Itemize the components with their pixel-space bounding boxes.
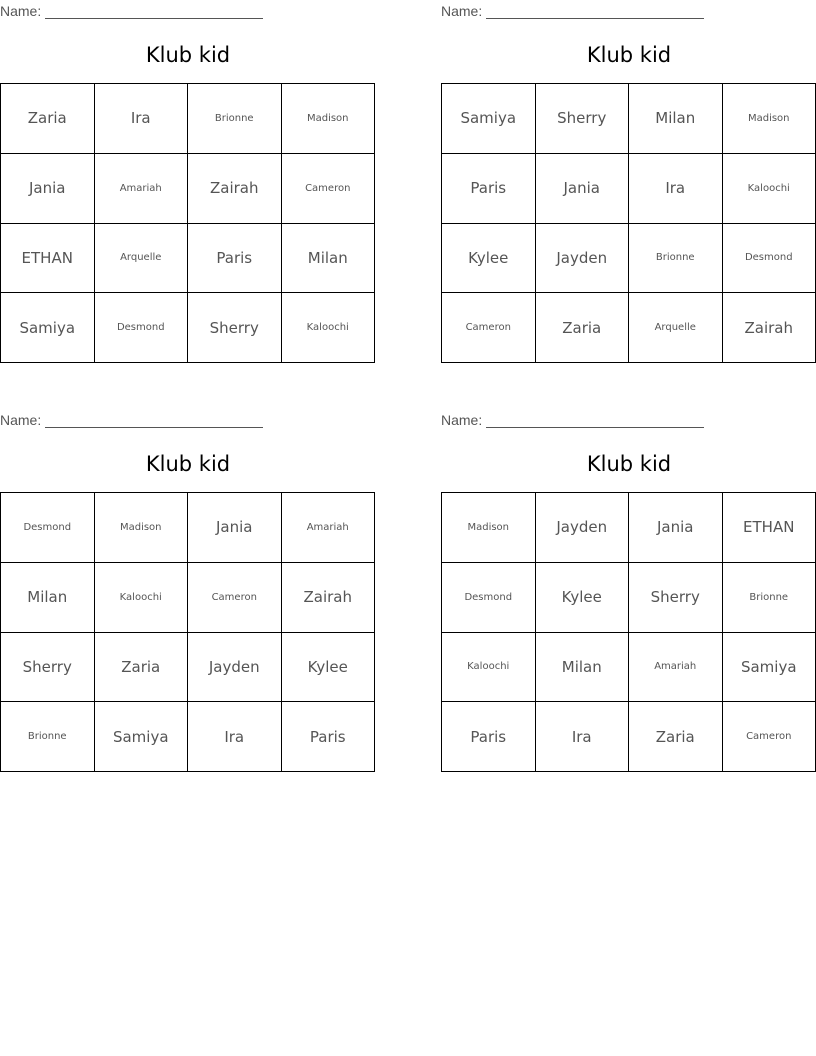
bingo-cell: Sherry <box>536 84 630 154</box>
bingo-cell: Milan <box>282 224 376 294</box>
bingo-cell: Amariah <box>95 154 189 224</box>
bingo-cell: ETHAN <box>723 493 816 563</box>
bingo-cell: Zairah <box>188 154 282 224</box>
bingo-cell: Kylee <box>442 224 536 294</box>
bingo-cell: Kaloochi <box>95 563 189 633</box>
bingo-cell: Cameron <box>282 154 376 224</box>
name-blank-line <box>486 414 704 428</box>
bingo-cell: Kaloochi <box>723 154 816 224</box>
bingo-cell: Brionne <box>723 563 816 633</box>
bingo-cell: Zaria <box>95 633 189 703</box>
bingo-cell: Zaria <box>629 702 723 772</box>
bingo-cell: ETHAN <box>1 224 95 294</box>
bingo-cell: Milan <box>1 563 95 633</box>
bingo-cell: Paris <box>282 702 376 772</box>
bingo-cell: Brionne <box>629 224 723 294</box>
bingo-cell: Paris <box>442 702 536 772</box>
card-title: Klub kid <box>145 43 231 67</box>
bingo-cell: Zaria <box>536 293 630 363</box>
bingo-cell: Kaloochi <box>442 633 536 703</box>
bingo-cell: Madison <box>442 493 536 563</box>
name-blank-line <box>486 5 704 19</box>
name-field <box>441 412 704 428</box>
bingo-grid <box>441 492 816 772</box>
bingo-cell: Jayden <box>536 224 630 294</box>
bingo-cell: Brionne <box>188 84 282 154</box>
bingo-cell: Cameron <box>442 293 536 363</box>
bingo-cell: Zairah <box>282 563 376 633</box>
name-label: Name: <box>0 412 42 428</box>
bingo-cell: Samiya <box>1 293 95 363</box>
bingo-cell: Milan <box>629 84 723 154</box>
bingo-cell: Paris <box>188 224 282 294</box>
card-title: Klub kid <box>145 452 231 476</box>
bingo-grid <box>441 83 816 363</box>
bingo-cell: Zairah <box>723 293 816 363</box>
bingo-cell: Samiya <box>723 633 816 703</box>
bingo-cell: Brionne <box>1 702 95 772</box>
bingo-cell: Ira <box>629 154 723 224</box>
bingo-cell: Ira <box>95 84 189 154</box>
bingo-cell: Amariah <box>629 633 723 703</box>
bingo-cell: Madison <box>95 493 189 563</box>
bingo-cell: Desmond <box>95 293 189 363</box>
bingo-cell: Sherry <box>188 293 282 363</box>
card-title: Klub kid <box>586 452 672 476</box>
bingo-cell: Kaloochi <box>282 293 376 363</box>
bingo-cell: Cameron <box>188 563 282 633</box>
bingo-cell: Jayden <box>188 633 282 703</box>
bingo-cell: Jania <box>1 154 95 224</box>
bingo-cell: Samiya <box>442 84 536 154</box>
bingo-cell: Jania <box>629 493 723 563</box>
bingo-cell: Milan <box>536 633 630 703</box>
bingo-grid <box>0 83 375 363</box>
bingo-cell: Arquelle <box>629 293 723 363</box>
name-label: Name: <box>441 412 483 428</box>
bingo-cell: Desmond <box>1 493 95 563</box>
bingo-cell: Madison <box>723 84 816 154</box>
name-blank-line <box>45 5 263 19</box>
bingo-cell: Zaria <box>1 84 95 154</box>
bingo-cell: Amariah <box>282 493 376 563</box>
bingo-cell: Desmond <box>723 224 816 294</box>
bingo-cell: Kylee <box>282 633 376 703</box>
bingo-cell: Paris <box>442 154 536 224</box>
bingo-cell: Samiya <box>95 702 189 772</box>
name-field <box>441 3 704 19</box>
bingo-cell: Ira <box>536 702 630 772</box>
bingo-grid <box>0 492 375 772</box>
name-blank-line <box>45 414 263 428</box>
bingo-cell: Desmond <box>442 563 536 633</box>
card-title: Klub kid <box>586 43 672 67</box>
bingo-cell: Madison <box>282 84 376 154</box>
bingo-cell: Sherry <box>1 633 95 703</box>
bingo-cell: Cameron <box>723 702 816 772</box>
bingo-cell: Sherry <box>629 563 723 633</box>
bingo-cell: Kylee <box>536 563 630 633</box>
name-field <box>0 3 263 19</box>
bingo-cell: Ira <box>188 702 282 772</box>
bingo-cell: Jania <box>188 493 282 563</box>
name-field <box>0 412 263 428</box>
name-label: Name: <box>441 3 483 19</box>
bingo-cell: Jayden <box>536 493 630 563</box>
bingo-cell: Arquelle <box>95 224 189 294</box>
name-label: Name: <box>0 3 42 19</box>
bingo-cell: Jania <box>536 154 630 224</box>
